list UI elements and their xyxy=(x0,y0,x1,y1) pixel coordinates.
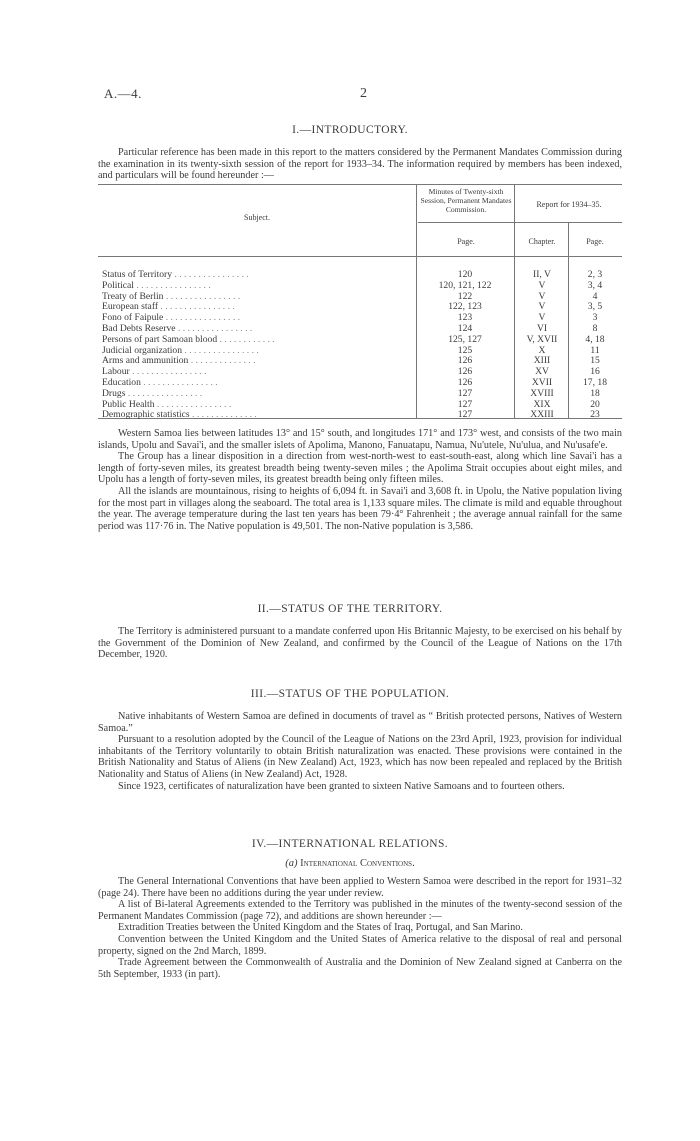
table-cell-minutes-page: 126 xyxy=(457,355,473,367)
table-cell-subject: Persons of part Samoan blood . . . . . . . . . . . . xyxy=(102,333,275,345)
table-cell-report-page: 4, 18 xyxy=(585,333,605,345)
table-header-subject: Subject. xyxy=(244,213,270,222)
table-cell-report-page: 18 xyxy=(590,387,600,399)
table-cell-subject: Status of Territory . . . . . . . . . . . . . . . . xyxy=(102,270,249,280)
geography-paragraphs xyxy=(98,428,622,532)
table-cell-subject: Judicial organization . . . . . . . . . . . . . . . . xyxy=(102,344,259,356)
table-cell-subject: Public Health . . . . . . . . . . . . . . . . xyxy=(102,398,232,410)
body-paragraph: Pursuant to a resolution adopted by the Council of the League of Nations on the 23rd April, 1923, provision for individual inhabitants of the Territory voluntarily to obtain British naturalization was enacted. These provisions were contained in the British Nationality and Status of Aliens (in New Zealand) Act, 1923, which has now been repealed and replaced by the British Nationality and Status of Aliens (in New Zealand) Act, 1928. xyxy=(98,734,622,780)
table-header-minutes: Minutes of Twenty-sixth Session, Permanent Mandates Commission. xyxy=(420,187,512,214)
document-reference: A.—4. xyxy=(104,86,142,101)
table-cell-minutes-page: 120 xyxy=(457,269,473,280)
section-heading-status-territory: II.—STATUS OF THE TERRITORY. xyxy=(257,603,443,615)
table-column-subject xyxy=(102,270,414,421)
status-population-paragraphs xyxy=(98,711,622,792)
intro-paragraph xyxy=(98,147,622,182)
table-column-chapter xyxy=(516,270,568,421)
table-cell-report-page: 8 xyxy=(592,322,598,334)
table-cell-report-page: 23 xyxy=(590,409,600,421)
body-paragraph: The Territory is administered pursuant to a mandate conferred upon His Britannic Majesty, to be exercised on his behalf by the Government of the Dominion of New Zealand, and confirmed by the Council of the League of Nations on the 17th December, 1920. xyxy=(98,626,622,661)
table-cell-chapter: XIII xyxy=(533,355,551,367)
body-paragraph: The General International Conventions that have been applied to Western Samoa were described in the report for 1931–32 (page 24). There have been no additions during the year under review. xyxy=(98,876,622,899)
subsection-label: International Conventions. xyxy=(300,858,415,869)
subsection-prefix: (a) xyxy=(285,858,301,869)
table-cell-report-page: 11 xyxy=(590,344,600,356)
table-cell-chapter: XVIII xyxy=(530,387,554,399)
table-cell-report-page: 2, 3 xyxy=(587,269,603,280)
table-cell-subject: Drugs . . . . . . . . . . . . . . . . xyxy=(102,387,203,399)
table-cell-report-page: 3 xyxy=(592,312,598,324)
table-subheader-chapter: Chapter. xyxy=(528,237,556,246)
page-number: 2 xyxy=(360,86,367,101)
table-cell-chapter: V xyxy=(538,279,546,291)
table-cell-minutes-page: 120, 121, 122 xyxy=(438,279,492,291)
body-paragraph: A list of Bi-lateral Agreements extended to the Territory was published in the minutes of the twenty-second session of the Permanent Mandates Commission (page 72), and additions are shown hereunder :— xyxy=(98,899,622,922)
body-paragraph: Since 1923, certificates of naturalization have been granted to sixteen Native Samoans and to fourteen others. xyxy=(118,780,565,792)
table-cell-chapter: XV xyxy=(535,366,549,378)
table-cell-chapter: X xyxy=(538,344,546,356)
intro-text: Particular reference has been made in this report to the matters considered by the Permanent Mandates Commission during the examination in its twenty-sixth session of the report for 1933–34. The information required by members has been indexed, and particulars will be found hereunder :— xyxy=(98,147,622,182)
table-cell-chapter: V xyxy=(538,312,546,324)
table-cell-minutes-page: 126 xyxy=(457,376,473,388)
table-cell-minutes-page: 127 xyxy=(457,409,473,421)
table-cell-chapter: V xyxy=(538,290,546,302)
status-territory-paragraphs xyxy=(98,626,622,661)
table-cell-minutes-page: 125 xyxy=(457,344,473,356)
table-header-report: Report for 1934–35. xyxy=(536,200,602,209)
table-cell-chapter: V, XVII xyxy=(526,333,558,345)
table-cell-subject: Bad Debts Reserve . . . . . . . . . . . . . . . . xyxy=(102,322,253,334)
body-paragraph: All the islands are mountainous, rising to heights of 6,094 ft. in Savai'i and 3,608 ft. in Upolu, the Native population living for the most part in villages along the seaboard. The total area is 1,133 square miles. The climate is mild and equable throughout the year. The average temperature during the last ten years has been 79·4° Fahrenheit ; the average annual rainfall for the same period was 117·76 in. The Native population is 49,501. The non-Native population is 3,586. xyxy=(98,485,622,532)
body-paragraph: Native inhabitants of Western Samoa are defined in documents of travel as “ British protected persons, Natives of Western Samoa.” xyxy=(98,711,622,734)
table-cell-chapter: XIX xyxy=(533,398,551,410)
table-cell-minutes-page: 124 xyxy=(457,322,473,334)
table-cell-chapter: II, V xyxy=(533,269,551,280)
table-column-minutes-page xyxy=(418,270,512,421)
table-column-report-page xyxy=(568,270,622,421)
table-cell-chapter: VI xyxy=(536,322,548,334)
table-cell-subject: Political . . . . . . . . . . . . . . . . xyxy=(102,279,211,291)
table-cell-minutes-page: 123 xyxy=(457,312,473,324)
table-cell-subject: European staff . . . . . . . . . . . . . . . . xyxy=(102,301,235,313)
table-cell-report-page: 16 xyxy=(590,366,600,378)
body-paragraph: The Group has a linear disposition in a direction from west-north-west to east-south-east, along which line Savai'i has a length of forty-seven miles, its greatest breadth being twenty-seven miles ; the Apolima Strait occupies about eight miles, and Upolu has a length of forty-seven miles, its greatest breadth being only fifteen miles. xyxy=(98,451,622,486)
table-cell-minutes-page: 126 xyxy=(457,366,473,378)
table-cell-chapter: XVII xyxy=(531,376,553,388)
table-cell-subject: Treaty of Berlin . . . . . . . . . . . . . . . . xyxy=(102,290,241,302)
table-cell-report-page: 3, 5 xyxy=(587,301,603,313)
body-paragraph: Trade Agreement between the Commonwealth of Australia and the Dominion of New Zealand signed at Canberra on the 5th September, 1933 (in part). xyxy=(98,957,622,980)
table-cell-minutes-page: 127 xyxy=(457,387,473,399)
international-relations-paragraphs xyxy=(98,876,622,980)
body-paragraph: Western Samoa lies between latitudes 13° and 15° south, and longitudes 171° and 173° west, and consists of the two main islands, Upolu and Savai'i, and the smaller islets of Apolima, Manono, Fanuatapu, Namua, Nu'utele, Nu'ulua, and Nu'usafe'e. xyxy=(98,428,622,451)
table-cell-minutes-page: 122, 123 xyxy=(448,301,482,313)
table-cell-subject: Demographic statistics . . . . . . . . . . . . . . xyxy=(102,409,257,421)
table-cell-report-page: 17, 18 xyxy=(583,376,607,388)
table-cell-report-page: 20 xyxy=(590,398,600,410)
table-cell-minutes-page: 125, 127 xyxy=(448,333,482,345)
table-cell-chapter: XXIII xyxy=(530,409,554,421)
section-heading-introductory: I.—INTRODUCTORY. xyxy=(292,124,408,136)
table-cell-minutes-page: 122 xyxy=(457,290,473,302)
table-cell-subject: Labour . . . . . . . . . . . . . . . . xyxy=(102,366,207,378)
table-subheader-page-report: Page. xyxy=(586,237,604,246)
table-cell-report-page: 4 xyxy=(592,290,598,302)
table-cell-subject: Fono of Faipule . . . . . . . . . . . . . . . . xyxy=(102,312,241,324)
table-cell-report-page: 3, 4 xyxy=(587,279,603,291)
index-table xyxy=(98,184,622,419)
table-cell-chapter: V xyxy=(538,301,546,313)
table-cell-minutes-page: 127 xyxy=(457,398,473,410)
table-cell-subject: Education . . . . . . . . . . . . . . . . xyxy=(102,376,218,388)
table-cell-subject: Arms and ammunition . . . . . . . . . . . . . . xyxy=(102,355,256,367)
table-subheader-page: Page. xyxy=(457,237,475,246)
section-heading-status-population: III.—STATUS OF THE POPULATION. xyxy=(250,688,450,700)
body-paragraph: Convention between the United Kingdom and the United States of America relative to the disposal of real and personal property, signed on the 2nd March, 1899. xyxy=(98,933,622,957)
table-cell-report-page: 15 xyxy=(590,355,600,367)
body-paragraph: Extradition Treaties between the United Kingdom and the States of Iraq, Portugal, and San Marino. xyxy=(118,922,523,934)
section-heading-international-relations: IV.—INTERNATIONAL RELATIONS. xyxy=(251,838,449,850)
subsection-heading-conventions xyxy=(0,858,700,869)
